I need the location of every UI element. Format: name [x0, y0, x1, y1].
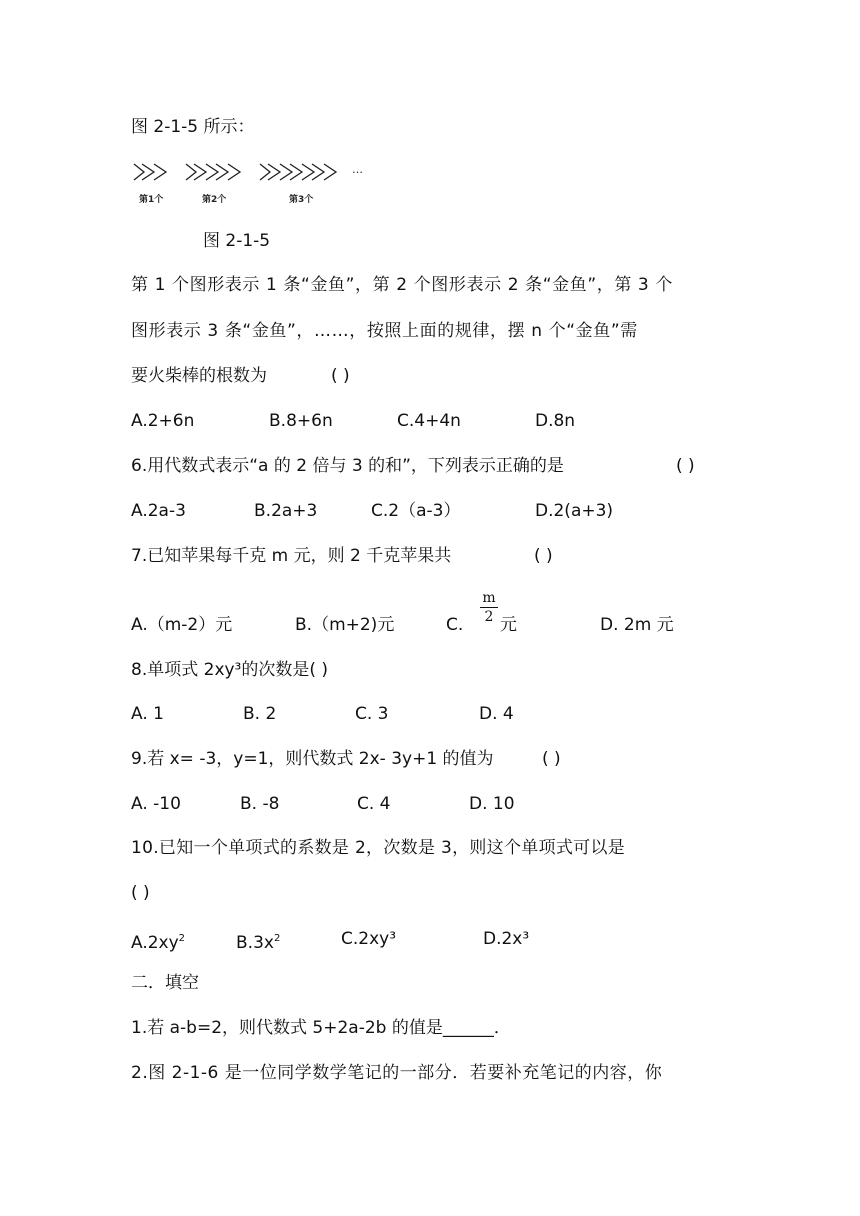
- fish-shape-2: [186, 164, 240, 180]
- q5-stem-line2: 图形表示 3 条“金鱼”，……，按照上面的规律，摆 n 个“金鱼”需: [131, 321, 638, 341]
- q9-stem: 9.若 x= -3，y=1，则代数式 2x- 3y+1 的值为: [131, 749, 494, 769]
- q7-option-c-fraction: [480, 590, 498, 625]
- q7-option-a: A.（m-2）元: [131, 615, 233, 635]
- q5-option-b: B.8+6n: [269, 411, 333, 431]
- q6-option-c: C.2（a-3）: [371, 501, 461, 521]
- q5-option-c: C.4+4n: [397, 411, 461, 431]
- q9-option-a: A. -10: [131, 794, 181, 814]
- q8-option-c: C. 3: [355, 704, 389, 724]
- q8-option-a: A. 1: [131, 704, 164, 724]
- q6-option-a: A.2a-3: [131, 501, 186, 521]
- q10-option-a-exponent: 2: [178, 933, 186, 944]
- q6-option-d: D.2(a+3): [535, 501, 614, 521]
- q10-option-b: [236, 928, 280, 954]
- q9-option-b: B. -8: [240, 794, 280, 814]
- figure-label-3: 第3个: [289, 195, 314, 205]
- q10-stem-line2: ( ): [131, 883, 150, 903]
- q5-answer-paren: ( ): [331, 366, 350, 386]
- q5-option-a: A.2+6n: [131, 411, 195, 431]
- figure-ellipsis: …: [352, 163, 363, 176]
- figure-intro-text: 图 2-1-5 所示：: [131, 117, 255, 137]
- figure-caption: 图 2-1-5: [203, 231, 271, 251]
- fish-shape-1: [134, 164, 166, 180]
- q9-option-c: C. 4: [357, 794, 391, 814]
- q5-option-d: D.8n: [535, 411, 576, 431]
- q5-stem-line1: 第 1 个图形表示 1 条“金鱼”，第 2 个图形表示 2 条“金鱼”，第 3 个: [131, 275, 673, 295]
- q10-option-b-exponent: 2: [273, 933, 281, 944]
- q7-option-d: D. 2m 元: [600, 615, 674, 635]
- fish-shape-3: [260, 164, 336, 180]
- q10-option-a: [131, 928, 185, 954]
- q5-stem-line3: 要火柴棒的根数为: [131, 366, 267, 386]
- q10-option-b-base: B.3x: [236, 933, 274, 953]
- q10-option-d: D.2x³: [483, 929, 530, 949]
- q10-option-c: C.2xy³: [341, 929, 397, 949]
- figure-label-1: 第1个: [139, 195, 164, 205]
- q7-option-c: C.: [446, 615, 464, 635]
- q7-answer-paren: ( ): [534, 546, 553, 566]
- fraction-denominator: 2: [484, 609, 494, 625]
- fraction-numerator: m: [482, 590, 496, 606]
- q6-option-b: B.2a+3: [254, 501, 318, 521]
- matchstick-fish-figure: [132, 158, 372, 208]
- section-heading-fill-in: 二．填空: [131, 973, 199, 993]
- fill-question-1: 1.若 a-b=2，则代数式 5+2a-2b 的值是______．: [131, 1018, 511, 1038]
- q8-stem: 8.单项式 2xy³的次数是( ): [131, 660, 329, 680]
- q7-stem: 7.已知苹果每千克 m 元，则 2 千克苹果共: [131, 546, 452, 566]
- q10-option-a-base: A.2xy: [131, 933, 179, 953]
- q9-option-d: D. 10: [469, 794, 515, 814]
- q7-option-c-unit: 元: [500, 615, 517, 635]
- q6-stem: 6.用代数式表示“a 的 2 倍与 3 的和”，下列表示正确的是: [131, 456, 564, 476]
- q9-answer-paren: ( ): [542, 749, 561, 769]
- q10-stem-line1: 10.已知一个单项式的系数是 2，次数是 3，则这个单项式可以是: [131, 838, 626, 858]
- q8-option-d: D. 4: [479, 704, 514, 724]
- q6-answer-paren: ( ): [676, 456, 695, 476]
- fraction-bar: [480, 607, 498, 608]
- q7-option-b: B.（m+2)元: [295, 615, 395, 635]
- fill-question-2: 2.图 2-1-6 是一位同学数学笔记的一部分．若要补充笔记的内容，你: [131, 1063, 663, 1083]
- figure-label-2: 第2个: [202, 195, 227, 205]
- q8-option-b: B. 2: [243, 704, 277, 724]
